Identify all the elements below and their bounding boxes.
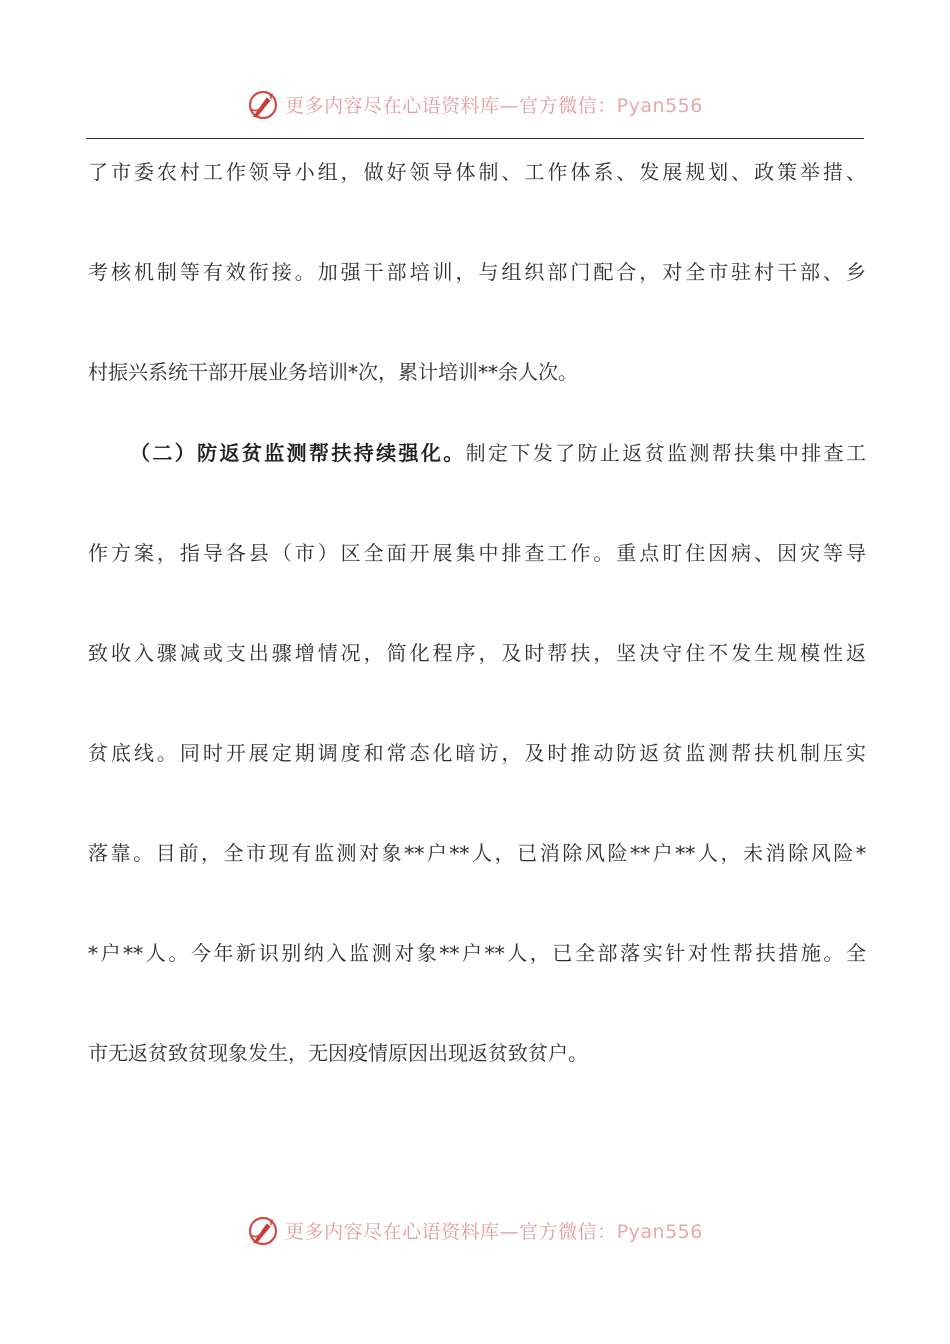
header-divider xyxy=(86,138,864,139)
footer-banner-dash: — xyxy=(499,1220,520,1243)
footer-banner xyxy=(0,1210,950,1250)
header-banner xyxy=(0,84,950,124)
header-banner-dash: — xyxy=(499,94,520,117)
section-heading-line xyxy=(130,440,866,466)
pen-nib-logo-icon xyxy=(247,87,281,121)
body-line-2: 考核机制等有效衔接。加强干部培训，与组织部门配合，对全市驻村干部、乡 xyxy=(88,260,866,284)
footer-banner-text xyxy=(285,1217,703,1244)
pen-nib-logo-icon xyxy=(247,1213,281,1247)
body-line-8: 落靠。目前，全市现有监测对象**户**人，已消除风险**户**人，未消除风险* xyxy=(88,841,866,865)
header-banner-official: 官方微信： xyxy=(519,94,617,117)
section-heading: （二）防返贫监测帮扶持续强化。 xyxy=(130,441,466,465)
header-banner-text xyxy=(285,91,703,118)
body-line-6: 致收入骤减或支出骤增情况，简化程序，及时帮扶，坚决守住不发生规模性返 xyxy=(88,641,866,665)
body-line-5: 作方案，指导各县（市）区全面开展集中排查工作。重点盯住因病、因灾等导 xyxy=(88,541,866,565)
header-banner-wechat-id: Pyan556 xyxy=(616,94,703,117)
body-line-10: 市无返贫致贫现象发生，无因疫情原因出现返贫致贫户。 xyxy=(88,1041,588,1065)
header-banner-prefix: 更多内容尽在心语资料库 xyxy=(285,94,500,117)
body-line-7: 贫底线。同时开展定期调度和常态化暗访，及时推动防返贫监测帮扶机制压实 xyxy=(88,741,866,765)
footer-banner-wechat-id: Pyan556 xyxy=(616,1220,703,1243)
footer-banner-official: 官方微信： xyxy=(519,1220,617,1243)
section-first-line: 制定下发了防止返贫监测帮扶集中排查工 xyxy=(465,441,866,465)
body-line-1: 了市委农村工作领导小组，做好领导体制、工作体系、发展规划、政策举措、 xyxy=(88,160,866,184)
body-line-3: 村振兴系统干部开展业务培训*次，累计培训**余人次。 xyxy=(88,360,578,384)
footer-banner-prefix: 更多内容尽在心语资料库 xyxy=(285,1220,500,1243)
body-line-9: *户**人。今年新识别纳入监测对象**户**人，已全部落实针对性帮扶措施。全 xyxy=(88,941,866,965)
